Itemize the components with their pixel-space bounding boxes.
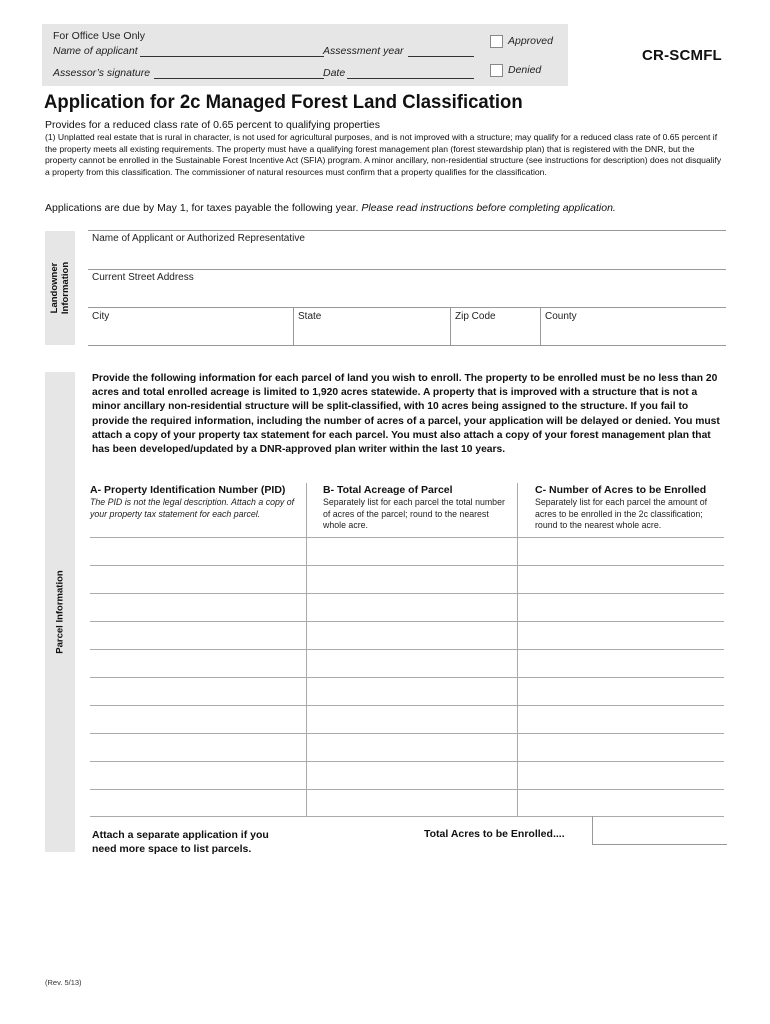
parcel-row-line[interactable] bbox=[90, 593, 724, 594]
divider bbox=[293, 307, 294, 345]
column-a-description: The PID is not the legal description. Attach a copy of your property tax statement for each parcel. bbox=[90, 497, 295, 519]
column-b-title: B- Total Acreage of Parcel bbox=[323, 484, 453, 496]
street-address-label: Current Street Address bbox=[92, 272, 194, 283]
landowner-label-line2: Information bbox=[60, 261, 71, 315]
landowner-sidebar-label bbox=[49, 262, 71, 314]
office-use-box bbox=[42, 24, 568, 86]
city-state-zip-county-input[interactable] bbox=[88, 345, 726, 346]
revision-note: (Rev. 5/13) bbox=[45, 978, 82, 987]
parcel-row-line[interactable] bbox=[90, 677, 724, 678]
parcel-row-line[interactable] bbox=[90, 621, 724, 622]
column-c-title: C- Number of Acres to be Enrolled bbox=[535, 484, 707, 496]
city-label: City bbox=[92, 311, 110, 322]
due-note-italic: Please read instructions before completing application. bbox=[361, 202, 616, 214]
attach-note: Attach a separate application if you need more space to list parcels. bbox=[92, 829, 269, 855]
assessment-year-label: Assessment year bbox=[323, 45, 404, 57]
parcel-row-line[interactable] bbox=[90, 705, 724, 706]
assessment-year-field[interactable] bbox=[408, 56, 474, 57]
street-address-input[interactable] bbox=[88, 307, 726, 308]
column-c-description: Separately list for each parcel the amount of acres to be enrolled in the 2c classification; round to the nearest whole acre. bbox=[535, 497, 708, 530]
page-title: Application for 2c Managed Forest Land Classification bbox=[44, 91, 523, 113]
denied-label: Denied bbox=[508, 64, 542, 76]
zip-code-label: Zip Code bbox=[455, 311, 496, 322]
parcel-row-line[interactable] bbox=[90, 537, 724, 538]
parcel-row-line[interactable] bbox=[90, 649, 724, 650]
approved-checkbox[interactable] bbox=[490, 35, 503, 48]
divider bbox=[88, 230, 726, 231]
landowner-label-line1: Landowner bbox=[49, 262, 60, 314]
applicant-name-label-main: Name of Applicant or Authorized Representative bbox=[92, 233, 305, 244]
applicant-name-field[interactable] bbox=[140, 56, 324, 57]
denied-checkbox[interactable] bbox=[490, 64, 503, 77]
parcel-row-line[interactable] bbox=[90, 733, 724, 734]
parcel-instructions: Provide the following information for each parcel of land you wish to enroll. The property to be enrolled must be no less than 20 acres and total enrolled acreage is limited to 1,920 acres statewide. A property that is improved with a structure that is not a minor ancillary non-residential structure will be split-classified, with 10 acres being assigned to the structure. If you fail to provide the required information, including the number of acres of a parcel, your application will be delayed or denied. You must attach a copy of your property tax statement for each parcel. You must also attach a copy of your forest management plan that has been developed/updated by a DNR-approved plan writer within the last 10 years. bbox=[92, 373, 720, 456]
assessor-signature-label: Assessor’s signature bbox=[53, 67, 151, 79]
due-note-text: Applications are due by May 1, for taxes payable the following year. bbox=[45, 202, 359, 214]
office-use-title: For Office Use Only bbox=[53, 30, 145, 42]
approved-label: Approved bbox=[508, 35, 553, 47]
divider bbox=[540, 307, 541, 345]
date-field[interactable] bbox=[347, 78, 474, 79]
total-acres-field[interactable] bbox=[592, 816, 727, 845]
divider bbox=[450, 307, 451, 345]
landowner-sidebar bbox=[45, 231, 75, 345]
column-a-title: A- Property Identification Number (PID) bbox=[90, 484, 286, 496]
subtitle: Provides for a reduced class rate of 0.65 percent to qualifying properties bbox=[45, 119, 381, 131]
total-acres-label: Total Acres to be Enrolled.... bbox=[424, 828, 565, 840]
applicant-name-input[interactable] bbox=[88, 269, 726, 270]
parcel-row-line[interactable] bbox=[90, 789, 724, 790]
parcel-row-line[interactable] bbox=[90, 565, 724, 566]
parcel-sidebar bbox=[45, 372, 75, 852]
county-label: County bbox=[545, 311, 577, 322]
assessor-signature-field[interactable] bbox=[154, 78, 324, 79]
state-label: State bbox=[298, 311, 322, 322]
column-b-description: Separately list for each parcel the total number of acres of the parcel; round to the nearest whole acre. bbox=[323, 497, 505, 530]
parcel-row-line[interactable] bbox=[90, 761, 724, 762]
applicant-name-label: Name of applicant bbox=[53, 45, 138, 57]
parcel-sidebar-label: Parcel Information bbox=[54, 570, 66, 654]
due-note bbox=[45, 202, 616, 214]
date-label: Date bbox=[323, 67, 346, 79]
form-number: CR-SCMFL bbox=[642, 47, 722, 64]
intro-paragraph: (1) Unplatted real estate that is rural in character, is not used for agricultural purposes, and is not improved with a structure; may qualify for a reduced class rate of 0.65 percent if the property meets all existing requirements. The property must have a qualifying forest management plan (forest stewardship plan) that is registered with the DNR, but the property cannot be enrolled in the Sustainable Forest Incentive Act (SFIA) program. A minor ancillary, non-residential structure (see instructions for description) does not disqualify a property from this classification. The commissioner of natural resources must confirm that a property qualifies for the classification. bbox=[45, 132, 722, 177]
